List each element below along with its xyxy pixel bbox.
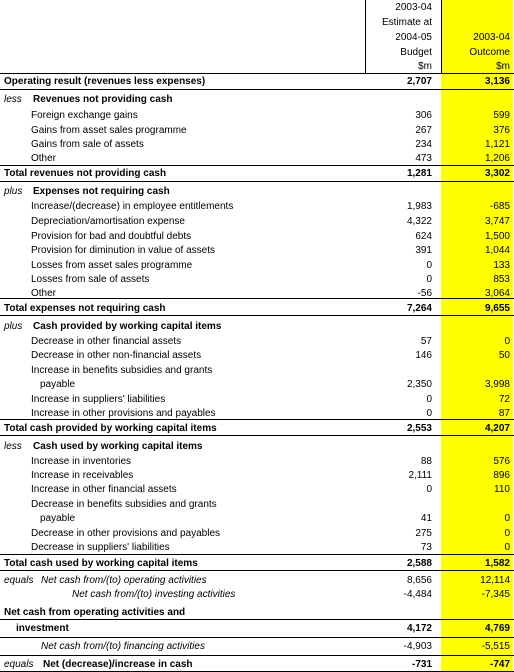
outcome-value: 0 (504, 513, 510, 524)
outcome-value: 4,207 (484, 423, 510, 434)
header-line: Budget (400, 47, 432, 58)
row-prefix: equals (4, 575, 34, 586)
row-prefix: plus (4, 186, 23, 197)
table-row-total-revenues (0, 166, 514, 181)
table-row-sale-of-assets-gains (0, 137, 514, 152)
row-label: Decrease in other provisions and payables (31, 528, 220, 539)
row-label: Operating result (revenues less expenses) (4, 76, 206, 87)
budget-value: 2,588 (406, 558, 432, 569)
row-label: Other (31, 288, 57, 299)
table-row-net-operating-investment-cont (0, 621, 514, 636)
row-label: payable (40, 513, 76, 524)
outcome-value: -685 (489, 201, 510, 212)
row-label: Increase in inventories (31, 456, 132, 467)
row-label: Increase in suppliers' liabilities (31, 394, 166, 405)
row-label: Other (31, 153, 57, 164)
budget-value: 57 (420, 336, 432, 347)
outcome-value: 896 (493, 470, 510, 481)
budget-value: 391 (415, 245, 432, 256)
column-line (365, 0, 366, 74)
outcome-value: 1,121 (484, 139, 510, 150)
table-row-revenues-heading (0, 92, 514, 107)
table-row-increase-inventories (0, 454, 514, 469)
row-rule (0, 89, 514, 90)
outcome-value: 3,302 (484, 168, 510, 179)
row-rule (0, 181, 514, 182)
budget-value: 0 (426, 408, 432, 419)
row-label: Losses from asset sales programme (31, 260, 193, 271)
budget-value: 88 (420, 456, 432, 467)
budget-value: 2,350 (406, 379, 432, 390)
table-row-decrease-nonfinancial-assets (0, 348, 514, 363)
table-row-decrease-financial-assets (0, 334, 514, 349)
row-label: Total cash provided by working capital items (4, 423, 217, 434)
header-line: 2004-05 (395, 32, 432, 43)
row-label: investment (16, 623, 69, 634)
column-line (441, 0, 442, 74)
table-row-asset-sales-losses (0, 258, 514, 273)
row-label: Increase in receivables (31, 470, 134, 481)
header-line: $m (418, 61, 432, 72)
row-label: Net cash from operating activities and (4, 607, 186, 618)
outcome-value: -747 (489, 659, 510, 670)
outcome-value: 9,655 (484, 303, 510, 314)
outcome-value: 599 (493, 110, 510, 121)
row-label: Gains from sale of assets (31, 139, 144, 150)
outcome-value: -7,345 (481, 589, 510, 600)
outcome-value: 3,747 (484, 216, 510, 227)
budget-value: 2,707 (406, 76, 432, 87)
outcome-value: 1,582 (484, 558, 510, 569)
table-row-expenses-other (0, 286, 514, 301)
table-row-net-operating-investment (0, 605, 514, 620)
row-prefix: less (4, 441, 22, 452)
row-label: Total expenses not requiring cash (4, 303, 166, 314)
table-row-net-operating-activities (0, 573, 514, 588)
table-row-diminution-provision (0, 243, 514, 258)
outcome-value: 3,998 (484, 379, 510, 390)
budget-value: 41 (420, 513, 432, 524)
row-label: Decrease in benefits subsidies and grants (31, 499, 217, 510)
row-label: Decrease in suppliers' liabilities (31, 542, 170, 553)
row-label: Total cash used by working capital items (4, 558, 198, 569)
table-row-expenses-heading (0, 184, 514, 199)
header-line: $m (496, 61, 510, 72)
row-label: Net cash from/(to) operating activities (41, 575, 207, 586)
budget-value: 0 (426, 484, 432, 495)
budget-value: 146 (415, 350, 432, 361)
budget-value: -56 (417, 288, 432, 299)
budget-value: 306 (415, 110, 432, 121)
table-row-increase-financial-assets (0, 482, 514, 497)
outcome-value: 1,044 (484, 245, 510, 256)
outcome-value: 50 (498, 350, 510, 361)
table-row-increase-benefits-payable (0, 363, 514, 378)
row-label: Net (decrease)/increase in cash (43, 659, 193, 670)
table-row-decrease-suppliers-liabilities (0, 540, 514, 555)
row-label: Net cash from/(to) financing activities (41, 641, 205, 652)
budget-value: 2,111 (408, 470, 432, 481)
budget-value: 4,172 (406, 623, 432, 634)
budget-value: 0 (426, 394, 432, 405)
budget-value: 0 (426, 274, 432, 285)
outcome-value: 376 (493, 125, 510, 136)
table-row-increase-suppliers-liabilities (0, 392, 514, 407)
budget-value: 234 (415, 139, 432, 150)
header-line: Outcome (469, 47, 510, 58)
outcome-value: 0 (504, 542, 510, 553)
outcome-value: 3,136 (484, 76, 510, 87)
budget-value: 0 (426, 260, 432, 271)
row-prefix: less (4, 94, 22, 105)
budget-value: 8,656 (406, 575, 432, 586)
table-row-total-cash-provided (0, 421, 514, 436)
row-label: Net cash from/(to) investing activities (72, 589, 236, 600)
row-label: Increase/(decrease) in employee entitlements (31, 201, 234, 212)
table-row-cash-provided-heading (0, 319, 514, 334)
table-row-sale-of-assets-losses (0, 272, 514, 287)
table-row-foreign-exchange-gains (0, 108, 514, 123)
outcome-value: 4,769 (484, 623, 510, 634)
table-row-total-expenses (0, 301, 514, 316)
outcome-value: 1,500 (484, 231, 510, 242)
row-label: Cash used by working capital items (33, 441, 203, 452)
row-label: Foreign exchange gains (31, 110, 138, 121)
row-label: Losses from sale of assets (31, 274, 150, 285)
row-label: Provision for diminution in value of assets (31, 245, 215, 256)
outcome-value: 87 (498, 408, 510, 419)
outcome-value: 853 (493, 274, 510, 285)
table-row-operating-result (0, 74, 514, 89)
row-label: Depreciation/amortisation expense (31, 216, 185, 227)
header-line: Estimate at (381, 17, 432, 28)
table-row-employee-entitlements (0, 199, 514, 214)
table-row-net-financing-activities (0, 639, 514, 654)
row-label: Increase in benefits subsidies and grants (31, 365, 213, 376)
outcome-value: 133 (493, 260, 510, 271)
outcome-value: 3,064 (484, 288, 510, 299)
table-row-depreciation (0, 214, 514, 229)
table-row-net-investing-activities (0, 587, 514, 602)
table-row-total-cash-used (0, 556, 514, 571)
table-row-revenues-other (0, 151, 514, 166)
row-label: Increase in other financial assets (31, 484, 177, 495)
row-rule (0, 655, 514, 656)
budget-value: -4,903 (403, 641, 432, 652)
budget-value: 2,553 (406, 423, 432, 434)
header-line: 2003-04 (473, 32, 510, 43)
budget-value: 1,983 (406, 201, 432, 212)
table-row-increase-receivables (0, 468, 514, 483)
outcome-value: 576 (493, 456, 510, 467)
budget-value: 1,281 (406, 168, 432, 179)
header-line: 2003-04 (395, 2, 432, 13)
table-row-increase-other-provisions (0, 406, 514, 421)
table-row-cash-used-heading (0, 439, 514, 454)
table-row-decrease-benefits-payable (0, 497, 514, 512)
row-label: Cash provided by working capital items (33, 321, 222, 332)
outcome-value: 0 (504, 336, 510, 347)
table-row-decrease-other-provisions (0, 526, 514, 541)
row-rule (0, 637, 514, 638)
row-prefix: equals (4, 659, 34, 670)
row-label: Increase in other provisions and payables (31, 408, 216, 419)
row-label: Expenses not requiring cash (33, 186, 170, 197)
row-label: Total revenues not providing cash (4, 168, 167, 179)
outcome-value: 0 (504, 528, 510, 539)
table-row-asset-sales-gains (0, 123, 514, 138)
outcome-value: -5,515 (481, 641, 510, 652)
budget-value: -731 (411, 659, 432, 670)
budget-value: -4,484 (403, 589, 432, 600)
row-label: Revenues not providing cash (33, 94, 173, 105)
outcome-value: 110 (494, 484, 510, 495)
table-row-net-change-in-cash (0, 657, 514, 672)
budget-value: 473 (415, 153, 432, 164)
row-label: Gains from asset sales programme (31, 125, 187, 136)
row-label: Decrease in other non-financial assets (31, 350, 202, 361)
row-prefix: plus (4, 321, 23, 332)
outcome-value: 1,206 (484, 153, 510, 164)
budget-value: 267 (415, 125, 432, 136)
outcome-value: 12,114 (480, 575, 510, 586)
budget-value: 275 (415, 528, 432, 539)
row-label: payable (40, 379, 76, 390)
table-row-bad-debts (0, 229, 514, 244)
budget-value: 7,264 (406, 303, 432, 314)
outcome-value: 72 (498, 394, 510, 405)
budget-value: 73 (420, 542, 432, 553)
budget-value: 624 (415, 231, 432, 242)
budget-value: 4,322 (406, 216, 432, 227)
table-row-increase-benefits-payable-cont (0, 377, 514, 392)
table-row-decrease-benefits-payable-cont (0, 511, 514, 526)
row-label: Decrease in other financial assets (31, 336, 182, 347)
row-label: Provision for bad and doubtful debts (31, 231, 192, 242)
